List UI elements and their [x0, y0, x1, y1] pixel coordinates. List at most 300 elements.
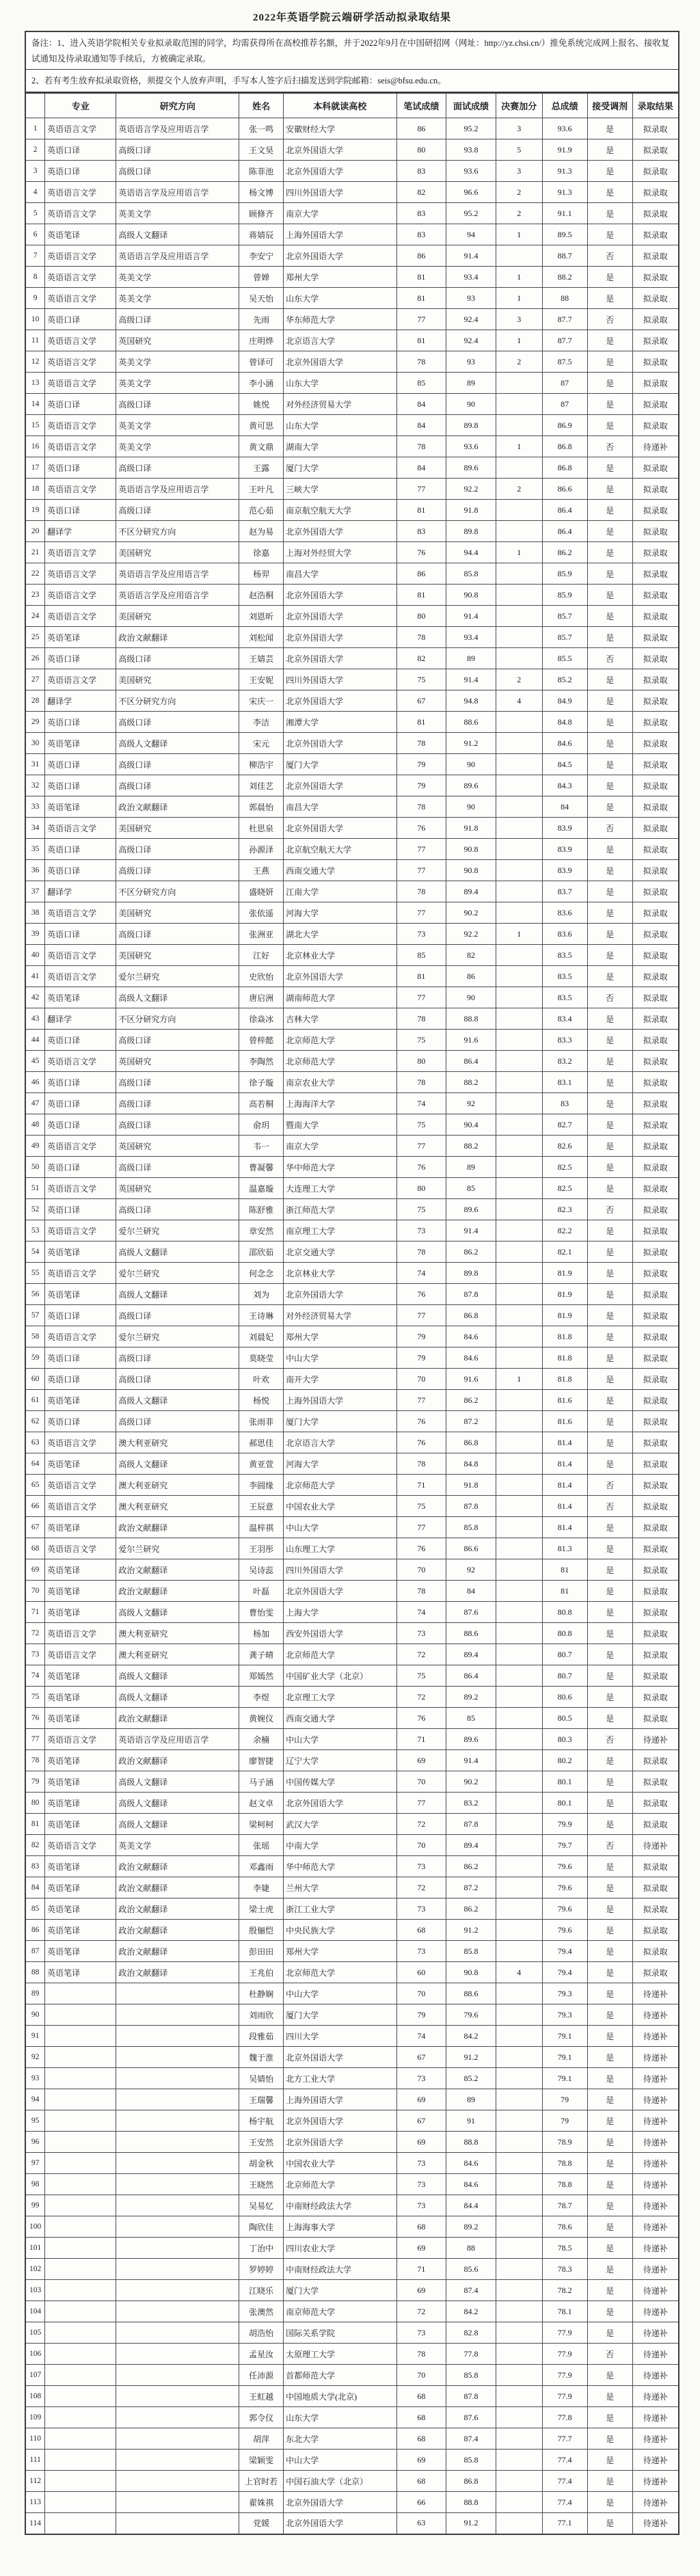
- cell: 拟录取: [632, 606, 679, 627]
- table-row: [25, 2259, 679, 2280]
- cell: 85.2: [542, 669, 587, 690]
- cell: 84.6: [446, 1347, 496, 1369]
- cell: 梁士虎: [239, 1899, 284, 1920]
- cell: [116, 2386, 239, 2407]
- cell: 是: [587, 521, 632, 542]
- cell: 89: [446, 1157, 496, 1178]
- cell: 65: [25, 1475, 45, 1496]
- cell: 政治文献翻译: [116, 1581, 239, 1602]
- cell: 89.4: [446, 1835, 496, 1856]
- cell: 72: [396, 1687, 446, 1708]
- cell: 是: [587, 1941, 632, 1962]
- cell: 是: [587, 1920, 632, 1941]
- cell: 政治文献翻译: [116, 1962, 239, 1983]
- cell: 是: [587, 902, 632, 924]
- column-header: 录取结果: [632, 93, 679, 118]
- cell: 81.9: [542, 1284, 587, 1305]
- cell: 江好: [239, 945, 284, 966]
- cell: 85.2: [446, 2068, 496, 2089]
- cell: 86.4: [446, 1051, 496, 1072]
- table-row: [25, 1750, 679, 1771]
- cell: 84.6: [542, 733, 587, 754]
- cell: 翟姝祺: [239, 2492, 284, 2513]
- cell: 拟录取: [632, 945, 679, 966]
- cell: 党媛: [239, 2513, 284, 2534]
- cell: 厦门大学: [284, 1411, 396, 1432]
- cell: 70: [396, 1771, 446, 1793]
- cell: 74: [396, 1602, 446, 1623]
- cell: [496, 1326, 542, 1347]
- cell: 73: [396, 2068, 446, 2089]
- cell: 是: [587, 1051, 632, 1072]
- cell: 中国矿业大学（北京）: [284, 1665, 396, 1687]
- cell: 美国研究: [116, 818, 239, 839]
- cell: 待递补: [632, 2089, 679, 2110]
- cell: 2: [496, 203, 542, 224]
- cell: 68: [25, 1538, 45, 1559]
- cell: 王羽彤: [239, 1538, 284, 1559]
- cell: 91.2: [446, 733, 496, 754]
- cell: 2: [496, 182, 542, 203]
- cell: 是: [587, 1856, 632, 1877]
- cell: 是: [587, 2174, 632, 2195]
- cell: 否: [587, 818, 632, 839]
- cell: 76: [25, 1708, 45, 1729]
- table-row: [25, 1326, 679, 1347]
- notes-box: [25, 31, 679, 92]
- cell: 85.8: [446, 2365, 496, 2386]
- cell: [496, 373, 542, 394]
- cell: 83.9: [542, 860, 587, 881]
- cell: 是: [587, 1793, 632, 1814]
- cell: 81: [396, 712, 446, 733]
- cell: [496, 2153, 542, 2174]
- cell: 待递补: [632, 2238, 679, 2259]
- table-header: [25, 93, 679, 118]
- cell: 86: [25, 1920, 45, 1941]
- cell: 78: [396, 436, 446, 457]
- table-row: [25, 1771, 679, 1793]
- table-row: [25, 2428, 679, 2450]
- cell: 87.4: [446, 2428, 496, 2450]
- cell: 是: [587, 2068, 632, 2089]
- cell: 80.7: [542, 1665, 587, 1687]
- cell: 89.6: [446, 1729, 496, 1750]
- cell: 60: [396, 1962, 446, 1983]
- cell: 梁柯柯: [239, 1814, 284, 1835]
- cell: 6: [25, 224, 45, 245]
- table-row: [25, 1559, 679, 1581]
- cell: [116, 2068, 239, 2089]
- cell: 81: [396, 966, 446, 987]
- cell: 84.6: [446, 2174, 496, 2195]
- cell: 张雨菲: [239, 1411, 284, 1432]
- cell: 澳大利亚研究: [116, 1496, 239, 1517]
- cell: 英语语言文学: [45, 902, 116, 924]
- cell: 83.5: [542, 987, 587, 1008]
- cell: 90.8: [446, 585, 496, 606]
- cell: [45, 2407, 116, 2428]
- cell: 是: [587, 1072, 632, 1093]
- cell: 84.5: [542, 754, 587, 775]
- cell: 拟录取: [632, 563, 679, 585]
- table-row: [25, 373, 679, 394]
- cell: 拟录取: [632, 712, 679, 733]
- cell: 13: [25, 373, 45, 394]
- cell: 吴天怡: [239, 288, 284, 309]
- cell: 81: [396, 330, 446, 351]
- cell: 否: [587, 245, 632, 267]
- cell: 高级口译: [116, 1157, 239, 1178]
- cell: 英语语言文学: [45, 563, 116, 585]
- cell: 51: [25, 1178, 45, 1199]
- cell: 英语笔译: [45, 796, 116, 818]
- cell: 是: [587, 1030, 632, 1051]
- cell: 86.6: [446, 1538, 496, 1559]
- cell: 71: [25, 1602, 45, 1623]
- cell: 是: [587, 2492, 632, 2513]
- cell: 翻译学: [45, 690, 116, 712]
- cell: 待递补: [632, 1835, 679, 1856]
- cell: 82: [396, 648, 446, 669]
- cell: 77.4: [542, 2471, 587, 2492]
- cell: 是: [587, 394, 632, 415]
- cell: 68: [396, 2216, 446, 2238]
- cell: 美国研究: [116, 902, 239, 924]
- cell: 上海海事大学: [284, 2216, 396, 2238]
- table-row: [25, 1369, 679, 1390]
- cell: 孟星汝: [239, 2344, 284, 2365]
- cell: 高级人文翻译: [116, 1687, 239, 1708]
- cell: [496, 775, 542, 796]
- cell: 80.8: [542, 1602, 587, 1623]
- cell: 英国研究: [116, 1178, 239, 1199]
- cell: 81: [396, 288, 446, 309]
- table-row: [25, 1517, 679, 1538]
- cell: 81.3: [542, 1538, 587, 1559]
- cell: 吴婧怡: [239, 2068, 284, 2089]
- cell: 是: [587, 203, 632, 224]
- table-row: [25, 1475, 679, 1496]
- cell: [45, 2492, 116, 2513]
- cell: 79.3: [542, 2004, 587, 2026]
- cell: 78.1: [542, 2301, 587, 2322]
- cell: 1: [496, 267, 542, 288]
- cell: 85.6: [446, 2259, 496, 2280]
- cell: 高级口译: [116, 1411, 239, 1432]
- cell: 是: [587, 1665, 632, 1687]
- cell: 翻译学: [45, 1008, 116, 1030]
- table-row: [25, 627, 679, 648]
- cell: 78: [396, 1242, 446, 1263]
- cell: 西南交通大学: [284, 860, 396, 881]
- cell: 四川农业大学: [284, 2238, 396, 2259]
- cell: 杨羿: [239, 563, 284, 585]
- cell: 108: [25, 2386, 45, 2407]
- cell: 英语语言文学: [45, 1475, 116, 1496]
- table-row: [25, 118, 679, 139]
- cell: 69: [396, 2280, 446, 2301]
- cell: 北京外国语大学: [284, 245, 396, 267]
- cell: 山东大学: [284, 415, 396, 436]
- cell: 84: [396, 457, 446, 479]
- cell: 待递补: [632, 2195, 679, 2216]
- cell: 高级口译: [116, 1093, 239, 1114]
- cell: 拟录取: [632, 330, 679, 351]
- cell: 是: [587, 881, 632, 902]
- cell: 3: [496, 161, 542, 182]
- table-row: [25, 2513, 679, 2534]
- cell: 86: [396, 563, 446, 585]
- cell: 马子涵: [239, 1771, 284, 1793]
- cell: 中山大学: [284, 2450, 396, 2471]
- cell: 徐子璇: [239, 1072, 284, 1093]
- cell: 华中师范大学: [284, 1157, 396, 1178]
- cell: [45, 2004, 116, 2026]
- cell: [496, 1729, 542, 1750]
- cell: [496, 2344, 542, 2365]
- cell: [496, 457, 542, 479]
- cell: 北京外国语大学: [284, 627, 396, 648]
- cell: 黄文鼎: [239, 436, 284, 457]
- cell: 67: [25, 1517, 45, 1538]
- cell: 政治文献翻译: [116, 1877, 239, 1899]
- cell: 85: [396, 945, 446, 966]
- cell: 拟录取: [632, 627, 679, 648]
- cell: 7: [25, 245, 45, 267]
- cell: 拟录取: [632, 1051, 679, 1072]
- cell: [496, 1411, 542, 1432]
- cell: 103: [25, 2280, 45, 2301]
- cell: 10: [25, 309, 45, 330]
- cell: 87.4: [446, 2280, 496, 2301]
- cell: 英语口译: [45, 712, 116, 733]
- cell: 高级人文翻译: [116, 224, 239, 245]
- cell: 92: [25, 2047, 45, 2068]
- cell: 91.2: [446, 1920, 496, 1941]
- cell: 上海海洋大学: [284, 1093, 396, 1114]
- cell: 77.7: [542, 2428, 587, 2450]
- cell: 90: [25, 2004, 45, 2026]
- cell: 75: [396, 1030, 446, 1051]
- cell: 87: [542, 373, 587, 394]
- table-row: [25, 1199, 679, 1220]
- cell: 拟录取: [632, 1708, 679, 1729]
- cell: 78.8: [542, 2174, 587, 2195]
- cell: 是: [587, 415, 632, 436]
- cell: 北京语言大学: [284, 330, 396, 351]
- cell: 是: [587, 1008, 632, 1030]
- cell: 英语笔译: [45, 1899, 116, 1920]
- cell: 84: [396, 394, 446, 415]
- cell: 张一鸣: [239, 118, 284, 139]
- cell: 77: [396, 839, 446, 860]
- cell: 中央民族大学: [284, 1920, 396, 1941]
- cell: 90: [446, 754, 496, 775]
- cell: 91: [446, 2110, 496, 2132]
- cell: 83: [396, 203, 446, 224]
- cell: 80.2: [542, 1750, 587, 1771]
- cell: 2: [496, 479, 542, 500]
- cell: 北京外国语大学: [284, 690, 396, 712]
- cell: 74: [396, 1263, 446, 1284]
- cell: 北京外国语大学: [284, 2132, 396, 2153]
- cell: 是: [587, 1559, 632, 1581]
- cell: 91.8: [446, 500, 496, 521]
- cell: 叶磊: [239, 1581, 284, 1602]
- cell: 拟录取: [632, 1093, 679, 1114]
- cell: 1: [496, 224, 542, 245]
- cell: 23: [25, 585, 45, 606]
- table-row: [25, 2004, 679, 2026]
- cell: 政治文献翻译: [116, 1559, 239, 1581]
- cell: 80.1: [542, 1771, 587, 1793]
- cell: 83.6: [542, 902, 587, 924]
- cell: [496, 839, 542, 860]
- cell: 74: [396, 1093, 446, 1114]
- cell: 73: [396, 1899, 446, 1920]
- cell: 是: [587, 860, 632, 881]
- cell: 3: [496, 309, 542, 330]
- cell: 英语笔译: [45, 733, 116, 754]
- cell: 拟录取: [632, 1369, 679, 1390]
- cell: 85.9: [542, 585, 587, 606]
- cell: [45, 2110, 116, 2132]
- cell: 89: [446, 2089, 496, 2110]
- cell: 89.6: [446, 775, 496, 796]
- cell: 85: [446, 1708, 496, 1729]
- cell: 91.4: [446, 245, 496, 267]
- cell: 78: [396, 881, 446, 902]
- cell: [116, 2174, 239, 2195]
- cell: 94: [446, 224, 496, 245]
- cell: [116, 2004, 239, 2026]
- cell: 拟录取: [632, 1496, 679, 1517]
- cell: 30: [25, 733, 45, 754]
- table-row: [25, 1962, 679, 1983]
- cell: 46: [25, 1072, 45, 1093]
- cell: 否: [587, 987, 632, 1008]
- cell: 李洁: [239, 712, 284, 733]
- cell: 91.4: [446, 1220, 496, 1242]
- cell: 84: [396, 415, 446, 436]
- cell: 英语语言文学: [45, 1136, 116, 1157]
- cell: 34: [25, 818, 45, 839]
- cell: 拟录取: [632, 902, 679, 924]
- cell: 邓鑫雨: [239, 1856, 284, 1877]
- cell: 英语语言学及应用语言学: [116, 585, 239, 606]
- cell: 68: [396, 2407, 446, 2428]
- cell: [496, 1750, 542, 1771]
- cell: 澳大利亚研究: [116, 1475, 239, 1496]
- cell: [45, 2280, 116, 2301]
- cell: 是: [587, 2110, 632, 2132]
- cell: 温嘉璇: [239, 1178, 284, 1199]
- cell: 高级口译: [116, 139, 239, 161]
- cell: 77.4: [542, 2492, 587, 2513]
- cell: 高级人文翻译: [116, 1771, 239, 1793]
- cell: 81.4: [542, 1432, 587, 1453]
- cell: 是: [587, 1390, 632, 1411]
- cell: [496, 902, 542, 924]
- cell: 68: [396, 2386, 446, 2407]
- cell: 78.7: [542, 2195, 587, 2216]
- cell: 王安然: [239, 2132, 284, 2153]
- cell: 59: [25, 1347, 45, 1369]
- cell: 英语语言文学: [45, 966, 116, 987]
- cell: 79.4: [542, 1962, 587, 1983]
- cell: 浙江师范大学: [284, 1199, 396, 1220]
- cell: 是: [587, 2428, 632, 2450]
- table-row: [25, 1136, 679, 1157]
- cell: 高级口译: [116, 775, 239, 796]
- cell: [496, 2471, 542, 2492]
- cell: 94.4: [446, 542, 496, 563]
- cell: 上海对外经贸大学: [284, 542, 396, 563]
- cell: 郑嫣然: [239, 1665, 284, 1687]
- cell: [496, 2216, 542, 2238]
- cell: 44: [25, 1030, 45, 1051]
- cell: 拟录取: [632, 987, 679, 1008]
- cell: 拟录取: [632, 542, 679, 563]
- table-row: [25, 2301, 679, 2322]
- cell: 否: [587, 1496, 632, 1517]
- cell: 是: [587, 775, 632, 796]
- cell: 浙江工业大学: [284, 1899, 396, 1920]
- cell: 西安外国语大学: [284, 1623, 396, 1644]
- cell: 北京语言大学: [284, 1432, 396, 1453]
- table-row: [25, 267, 679, 288]
- cell: 丁治中: [239, 2238, 284, 2259]
- cell: [496, 1390, 542, 1411]
- cell: 84.2: [446, 2301, 496, 2322]
- cell: 待递补: [632, 2110, 679, 2132]
- cell: 梁颖雯: [239, 2450, 284, 2471]
- cell: 拟录取: [632, 648, 679, 669]
- cell: 90.8: [446, 839, 496, 860]
- cell: 蒋婧辰: [239, 224, 284, 245]
- cell: 否: [587, 1475, 632, 1496]
- cell: 86.8: [542, 436, 587, 457]
- cell: 张瑶: [239, 1835, 284, 1856]
- cell: 是: [587, 1814, 632, 1835]
- cell: 拟录取: [632, 860, 679, 881]
- cell: 不区分研究方向: [116, 521, 239, 542]
- cell: 76: [396, 1432, 446, 1453]
- cell: 不区分研究方向: [116, 690, 239, 712]
- cell: 89: [446, 648, 496, 669]
- cell: 86.8: [446, 2471, 496, 2492]
- cell: 76: [396, 818, 446, 839]
- cell: 82.6: [542, 1136, 587, 1157]
- cell: 85.9: [542, 563, 587, 585]
- cell: 英语语言文学: [45, 1729, 116, 1750]
- table-row: [25, 1114, 679, 1136]
- cell: 82.8: [446, 2322, 496, 2344]
- cell: 英语语言文学: [45, 542, 116, 563]
- cell: 王瑞馨: [239, 2089, 284, 2110]
- table-row: [25, 1284, 679, 1305]
- cell: 77: [396, 309, 446, 330]
- cell: 77.1: [542, 2513, 587, 2534]
- cell: 是: [587, 712, 632, 733]
- cell: 英语语言文学: [45, 1051, 116, 1072]
- cell: [116, 2450, 239, 2471]
- cell: 87.2: [446, 1411, 496, 1432]
- cell: 77.4: [542, 2450, 587, 2471]
- cell: 81.4: [542, 1496, 587, 1517]
- cell: [116, 2089, 239, 2110]
